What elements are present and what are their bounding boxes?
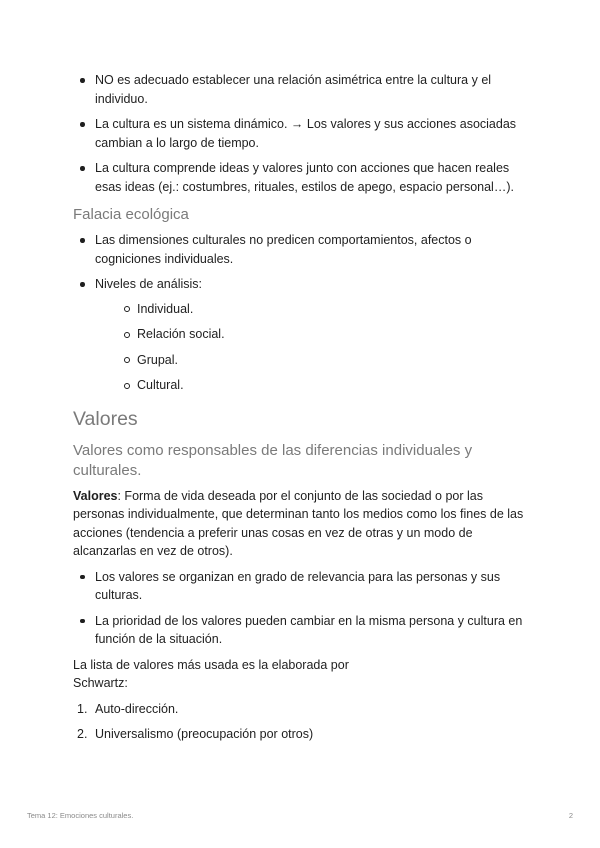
falacia-bullet-list: [73, 231, 533, 395]
list-item-text: La cultura es un sistema dinámico. → Los valores y sus acciones asociadas cambian a lo largo de tiempo.: [95, 117, 517, 150]
bullet-dot-icon: [80, 282, 85, 287]
sub-list-item-text: Relación social.: [137, 327, 225, 341]
numbered-list-item-text: Universalismo (preocupación por otros): [95, 727, 314, 741]
list-item: [73, 115, 533, 152]
list-item: [73, 612, 533, 649]
bullet-circle-icon: [124, 306, 130, 312]
analysis-levels-list: [95, 300, 533, 395]
bullet-dot-icon: [80, 166, 85, 171]
bullet-circle-icon: [124, 383, 130, 389]
list-item: [73, 159, 533, 196]
list-item: [73, 568, 533, 605]
schwartz-intro: [73, 656, 533, 693]
sub-list-item: [117, 376, 533, 395]
list-number: 2.: [77, 727, 88, 741]
bullet-dot-icon: [80, 122, 85, 127]
sub-list-item: [117, 300, 533, 319]
list-item-text: Niveles de análisis:: [95, 277, 202, 291]
bullet-dot-icon: [80, 238, 85, 243]
valores-definition: [73, 487, 533, 561]
list-item: [73, 71, 533, 108]
bullet-dot-icon: [80, 619, 85, 624]
bullet-dot-icon: [80, 78, 85, 83]
valores-bullet-list: [73, 568, 533, 649]
bullet-circle-icon: [124, 357, 130, 363]
intro-bullet-list: [73, 71, 533, 196]
sub-list-item-text: Cultural.: [137, 378, 184, 392]
list-item-text: Los valores se organizan en grado de relevancia para las personas y sus culturas.: [95, 569, 501, 602]
falacia-heading: Falacia ecológica: [73, 206, 189, 223]
list-item-text: Las dimensiones culturales no predicen comportamientos, afectos o cogniciones individuales.: [95, 233, 472, 266]
list-item: [73, 275, 533, 395]
schwartz-values-list: [73, 700, 533, 744]
valores-heading: Valores: [73, 407, 138, 430]
bullet-circle-icon: [124, 332, 130, 338]
list-number: 1.: [77, 701, 88, 716]
page-number: 2: [568, 811, 573, 820]
valores-subheading: Valores como responsables de las diferencias individuales y culturales.: [73, 441, 473, 479]
document-page: [73, 71, 533, 751]
sub-list-item: [117, 325, 533, 344]
numbered-list-item: [73, 700, 533, 719]
sub-list-item: [117, 351, 533, 370]
list-item-text: NO es adecuado establecer una relación asimétrica entre la cultura y el individuo.: [95, 73, 492, 106]
footer-title: Tema 12: Emociones culturales.: [27, 811, 134, 820]
list-item-text: La prioridad de los valores pueden cambiar en la misma persona y cultura en función de la situación.: [95, 613, 523, 646]
numbered-list-item: [73, 725, 533, 744]
numbered-list-item-text: Auto-dirección.: [95, 701, 179, 716]
list-item-text: La cultura comprende ideas y valores junto con acciones que hacen reales esas ideas (ej.: costumbres, rituales, estilos de apego, espacio personal…).: [95, 161, 514, 194]
definition-text: : Forma de vida deseada por el conjunto de las sociedad o por las personas individualmente, que determinan tanto los medios como los fines de las acciones (tendencia a preferir unas cosas en vez de otras y un modo de alcanzarlas en vez de otros).: [73, 488, 524, 558]
definition-term: Valores: [73, 488, 118, 503]
sub-list-item-text: Individual.: [137, 301, 194, 316]
sub-list-item-text: Grupal.: [137, 352, 178, 367]
schwartz-intro-line-1: La lista de valores más usada es la elaborada por: [73, 657, 349, 672]
schwartz-intro-line-2: Schwartz:: [73, 676, 128, 690]
list-item: [73, 231, 533, 268]
bullet-dot-icon: [80, 575, 85, 580]
